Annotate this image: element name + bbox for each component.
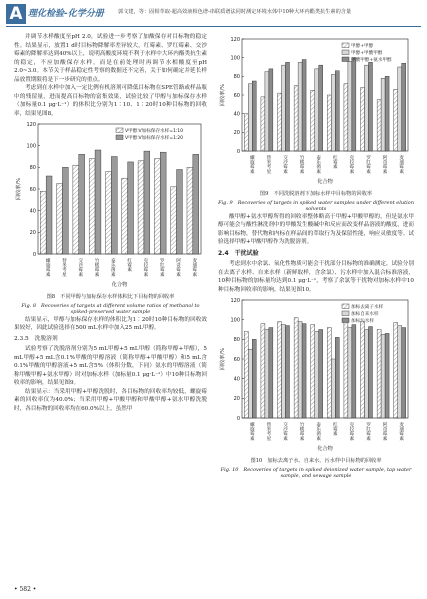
legend-label: 甲醇+甲醇 xyxy=(351,44,374,49)
y-axis-label: 回收率/% xyxy=(16,177,22,201)
bar xyxy=(294,86,298,151)
bar xyxy=(402,328,406,418)
x-tick-label: 罗红霉素 xyxy=(365,155,371,174)
x-tick-label: 红霉素 xyxy=(126,258,132,272)
x-tick-label: 螺旋霉素 xyxy=(249,422,255,441)
bar xyxy=(319,330,323,419)
x-tick-label: 交沙霉素 xyxy=(282,422,288,441)
bar xyxy=(298,62,302,151)
x-tick-label: 罗红霉素 xyxy=(159,258,165,277)
y-tick-label: 60 xyxy=(29,186,36,193)
right-para-2: 考虑到水中余氯、氧化性物质可能会干扰部分目标物的准确测定，试验分别在去离子水样、自来水样（新鲜取样，含余氯）、污水样中加入混合标准溶液，10种目标物的加标量均达到0.1 μg·L⁻¹，考察了余氯等干扰物对加标水样中10种目标物回收率的影响，结果见图10。 xyxy=(218,261,414,293)
bar xyxy=(265,72,269,151)
bar xyxy=(278,93,282,151)
bar xyxy=(331,359,335,418)
bar xyxy=(79,154,85,254)
x-tick-label: 罗红霉素 xyxy=(365,422,371,441)
bar xyxy=(282,65,286,151)
y-tick-label: 80 xyxy=(233,74,240,81)
fig8-caption-en: Fig. 8 Recoveries of targets at different volume ratios of methanol to spiked-preserved water sample xyxy=(21,302,200,315)
y-tick-label: 120 xyxy=(230,36,240,43)
journal-logo-icon: A xyxy=(6,4,26,24)
bar xyxy=(111,157,117,255)
legend-label: 加标去离子水样 xyxy=(351,305,384,310)
bar xyxy=(73,165,79,254)
y-tick-label: 40 xyxy=(233,376,240,383)
y-tick-label: 80 xyxy=(233,337,240,344)
legend-swatch xyxy=(342,318,349,323)
x-axis-label: 化合物 xyxy=(111,282,128,288)
bar xyxy=(402,63,406,151)
bar xyxy=(138,161,144,254)
bar xyxy=(327,328,331,418)
bar xyxy=(344,84,348,151)
bar xyxy=(252,81,256,151)
bar xyxy=(261,97,265,151)
bar xyxy=(160,152,166,254)
y-tick-label: 120 xyxy=(26,121,36,128)
bar xyxy=(294,318,298,418)
y-tick-label: 20 xyxy=(233,396,240,403)
x-tick-label: 红霉素 xyxy=(332,422,338,436)
legend-label: V甲醇∶V加标保存水样=1∶20 xyxy=(125,136,184,141)
bar xyxy=(285,62,289,151)
bar xyxy=(381,334,385,418)
legend-swatch xyxy=(342,50,349,55)
bar xyxy=(352,325,356,418)
x-tick-label: 麦迪霉素 xyxy=(398,155,404,174)
bar xyxy=(302,60,306,151)
fig10-caption-en: Fig. 10 Recoveries of targets in spiked deionized water sample, tap water sample, and sewage sample xyxy=(220,466,412,479)
bar xyxy=(46,176,52,254)
y-tick-label: 40 xyxy=(29,208,36,215)
bar xyxy=(315,69,319,151)
legend-swatch xyxy=(116,135,123,140)
bar xyxy=(394,89,398,151)
bar xyxy=(244,331,248,418)
bar xyxy=(122,178,128,254)
running-title: 郭文建，等：固相萃取-超高效液相色谱-串联质谱法同时测定环境水体中10种大环内酯类抗生素的含量 xyxy=(118,9,352,15)
legend-swatch xyxy=(342,57,349,62)
left-para-5: 结果显示：当采用甲醇+甲醇洗脱时，各目标物的回收率均较低，螺旋霉素的回收率仅为40.0%；当采用甲醇+甲酸甲醇和甲酸甲醇+氨水甲醇洗脱时，各目标物的回收率均在60.0%以上，虽然甲 xyxy=(14,388,207,412)
bar xyxy=(171,187,177,254)
x-axis-label: 化合物 xyxy=(317,179,333,185)
bar xyxy=(128,162,134,254)
x-tick-label: 螺旋霉素 xyxy=(249,155,255,174)
bar xyxy=(335,71,339,151)
x-tick-label: 红霉素 xyxy=(332,155,338,169)
bar xyxy=(298,322,302,418)
x-tick-label: 竹桃霉素 xyxy=(299,155,305,174)
fig9-chart xyxy=(218,33,414,185)
fig10-chart xyxy=(218,294,414,452)
left-para-3: 结果显示，甲醇与加标保存水样的体积比为1∶20时10种目标物的回收效果较好，因此试验选择在500 mL水样中加入25 mL甲醇。 xyxy=(14,316,207,331)
legend-label: 加标自来水样 xyxy=(351,312,379,317)
x-tick-label: 交沙霉素 xyxy=(77,258,83,277)
figure-8 xyxy=(14,118,207,292)
y-tick-label: 120 xyxy=(230,297,240,304)
x-tick-label: 阿奇霉素 xyxy=(382,422,388,441)
bar xyxy=(261,324,265,418)
bar xyxy=(377,330,381,419)
x-tick-label: 螺旋霉素 xyxy=(45,258,51,277)
x-tick-label: 泰乐菌素 xyxy=(110,258,116,277)
bar xyxy=(335,337,339,418)
bar xyxy=(331,74,335,151)
bar xyxy=(248,84,252,151)
x-tick-label: 麦迪霉素 xyxy=(191,258,197,277)
fig8-chart xyxy=(14,118,207,288)
y-axis-label: 回收率/% xyxy=(220,83,226,107)
legend-swatch xyxy=(116,128,123,133)
bar xyxy=(315,331,319,418)
left-para-1: 并调节水样酸度至pH 2.0，试验进一步考察了加酸保存对目标物的稳定性。结果显示，放置1 d时目标物降解率差异较大，红霉素、罗红霉素、交沙霉素的降解率达到40%以上，说明高酸度环境不利于水样中大环内酯类抗生素的稳定，不应加酸保存水样，而是在前处理时再调节水相酸度至pH 2.0~3.0。本节关于样品稳定性考察的数据还不完善，关于如何确定并延长样品放置期限将是下一步研究的重点。 xyxy=(14,34,207,83)
bar xyxy=(193,154,199,254)
x-tick-label: 麦迪霉素 xyxy=(398,422,404,441)
y-tick-label: 100 xyxy=(230,55,240,62)
x-tick-label: 替米考星 xyxy=(61,258,67,277)
bar xyxy=(187,167,193,254)
bar xyxy=(361,322,365,418)
right-para-1: 酸甲醇+氨水甲醇所得的回收率整体略高于甲醇+甲酸甲醇的，但是氨水甲醇可能会与酸性淋洗剂中的甲酸发生酸碱中和反应而改变样品溶液的酸度，进而影响目标物，替代物和内标在样品间的萃取行为及保留性能，响应灵敏度等。试验选择甲醇+甲酸甲醇作为洗脱溶剂。 xyxy=(218,213,414,245)
legend-label: 甲醇+甲酸甲醇 xyxy=(351,51,383,56)
bar xyxy=(381,78,385,151)
x-tick-label: 竹桃霉素 xyxy=(94,258,100,277)
x-tick-label: 克拉霉素 xyxy=(348,155,354,174)
y-tick-label: 0 xyxy=(236,148,240,155)
bar xyxy=(244,114,248,151)
bar xyxy=(269,69,273,151)
y-tick-label: 100 xyxy=(230,317,240,324)
y-tick-label: 40 xyxy=(233,111,240,118)
legend-label: 加标污水样 xyxy=(351,319,374,324)
bar xyxy=(311,325,315,418)
bar xyxy=(361,88,365,151)
y-tick-label: 60 xyxy=(233,356,240,363)
bar xyxy=(385,76,389,151)
x-tick-label: 泰乐菌素 xyxy=(315,422,321,441)
x-tick-label: 竹桃霉素 xyxy=(299,422,305,441)
bar xyxy=(252,339,256,418)
x-tick-label: 阿奇霉素 xyxy=(382,155,388,174)
x-tick-label: 克拉霉素 xyxy=(348,422,354,441)
bar xyxy=(398,67,402,151)
fig9-caption-cn: 图9 不同洗脱溶剂下加标水样中目标物的回收率 xyxy=(259,190,373,197)
bar xyxy=(352,58,356,151)
x-axis-label: 化合物 xyxy=(317,446,333,452)
bar xyxy=(105,172,111,254)
y-tick-label: 0 xyxy=(32,251,36,258)
bar xyxy=(177,170,183,255)
y-tick-label: 20 xyxy=(233,130,240,137)
fig9-caption-en: Fig. 9 Recoveries of targets in spiked water samples under different elution solvents xyxy=(218,199,414,212)
bar xyxy=(285,326,289,418)
legend-label: 甲酸甲醇+氨水甲醇 xyxy=(351,58,392,63)
legend-swatch xyxy=(342,311,349,316)
legend-swatch xyxy=(342,304,349,309)
bar xyxy=(327,95,331,151)
bar xyxy=(365,65,369,151)
fig10-caption-cn: 图10 加标去离子水、自来水、污水样中目标物的回收率 xyxy=(250,457,382,464)
left-para-2: 考虑到在水样中加入一定比例有机溶剂可降低目标物在SPE管路或样品瓶中的残留量，进而提高目标物的富集效果，试验比较了甲醇与加标保存水样（加标量0.1 μg·L⁻¹）的体积比分别为1∶10、1∶20时10种目标物的回收率，结果见图8。 xyxy=(14,85,207,117)
fig8-caption-cn: 图8 不同甲醇与加标保存水样体积比下目标物的回收率 xyxy=(46,293,175,300)
legend-label: V甲醇∶V加标保存水样=1∶10 xyxy=(125,129,184,134)
bar xyxy=(394,323,398,418)
bar xyxy=(154,159,160,254)
journal-title: 理化检验-化学分册 xyxy=(28,9,104,19)
bar xyxy=(365,330,369,419)
bar xyxy=(377,100,381,151)
bar xyxy=(368,62,372,151)
x-tick-label: 替米考星 xyxy=(265,155,271,174)
bar xyxy=(89,159,95,254)
bar xyxy=(144,151,150,254)
y-tick-label: 20 xyxy=(29,230,36,237)
x-tick-label: 交沙霉素 xyxy=(282,155,288,174)
y-axis-label: 回收率/% xyxy=(220,347,226,371)
bar xyxy=(40,191,46,254)
x-tick-label: 阿奇霉素 xyxy=(175,258,181,277)
bar xyxy=(62,167,68,254)
figure-10 xyxy=(218,294,414,456)
y-tick-label: 0 xyxy=(236,415,240,422)
x-tick-label: 替米考星 xyxy=(265,422,271,441)
page-number: • 582 • xyxy=(14,586,37,593)
bar xyxy=(348,61,352,151)
bar xyxy=(57,184,63,254)
bar xyxy=(278,322,282,418)
x-tick-label: 克拉霉素 xyxy=(142,258,148,277)
bar xyxy=(348,328,352,418)
section-2-4-title: 2.4 干扰试验 xyxy=(218,249,259,257)
bar xyxy=(311,90,315,151)
bar xyxy=(265,330,269,419)
page-header xyxy=(0,0,427,28)
right-column xyxy=(218,33,414,480)
x-tick-label: 泰乐菌素 xyxy=(315,155,321,174)
figure-9 xyxy=(218,33,414,189)
bar xyxy=(282,325,286,418)
header-rule xyxy=(6,26,421,27)
legend-swatch xyxy=(342,43,349,48)
bar xyxy=(248,349,252,418)
left-column xyxy=(14,33,207,413)
section-2-3-5-title: 2.3.5 洗脱溶剂 xyxy=(14,335,58,342)
y-tick-label: 100 xyxy=(26,143,36,150)
bar xyxy=(385,333,389,418)
bar xyxy=(95,150,101,254)
bar xyxy=(368,327,372,418)
y-tick-label: 60 xyxy=(233,92,240,99)
y-tick-label: 80 xyxy=(29,165,36,172)
bar xyxy=(319,65,323,151)
bar xyxy=(344,320,348,418)
left-para-4: 试验考察了洗脱溶剂分别为5 mL甲醇+5 mL甲醇（简称甲醇+甲醇），5 mL甲醇+5 mL含0.1%甲酸的甲醇溶液（简称甲醇+甲酸甲醇）和5 mL含0.1%甲酸的甲醇溶液+5 mL含5%（体积分数，下同）氨水的甲醇溶液（简称甲酸甲醇+氨水甲醇）时对加标水样（加标量0.1 μg·L⁻¹）中10种目标物回收率的影响，结果见图9。 xyxy=(14,346,207,386)
bar xyxy=(398,326,402,418)
bar xyxy=(302,324,306,418)
bar xyxy=(269,328,273,418)
